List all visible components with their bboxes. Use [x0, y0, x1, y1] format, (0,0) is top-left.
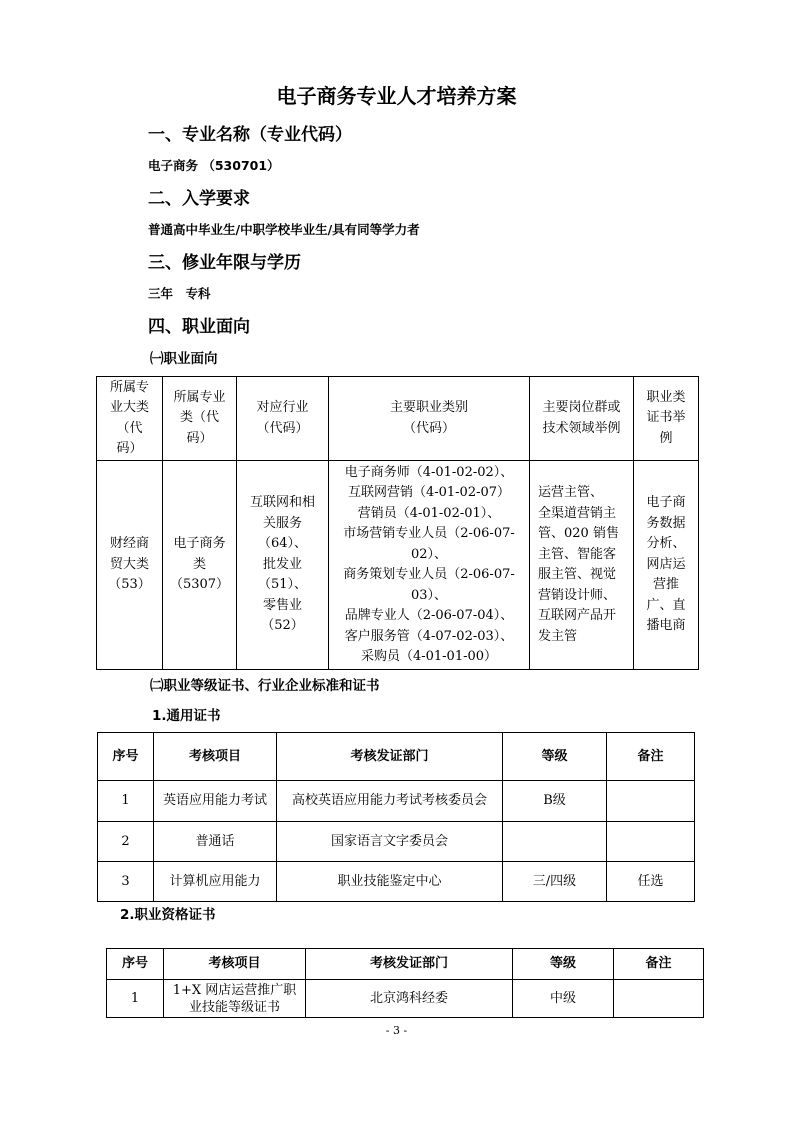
col-header-seq: 序号 [98, 733, 154, 781]
col-header-level: 等级 [513, 949, 614, 980]
cell-item: 普通话 [154, 822, 277, 862]
page-number: - 3 - [385, 1024, 408, 1037]
cell-issuer: 北京鸿科经委 [306, 980, 513, 1018]
col-header-issuer: 考核发证部门 [306, 949, 513, 980]
subsection-certificates: ㈡职业等级证书、行业企业标准和证书 [150, 678, 380, 694]
study-duration: 三年 专科 [148, 286, 211, 301]
header-major-class: 所属专业 类（代 码） [163, 377, 237, 461]
cell-level: B级 [503, 781, 607, 822]
cell-level [503, 822, 607, 862]
header-positions: 主要岗位群或 技术领域举例 [530, 377, 634, 461]
cell-occupation: 电子商务师（4-01-02-02）、 互联网营销（4-01-02-07） 营销员（4-01-02-01）、 市场营销专业人员（2-06-07- 02）、 商务策划专业人员（2-06-07- 03）、 品牌专业人（2-06-07-04）、 客户服务管（4-07-02-03）、 采购员（4-01-01-00） [329, 461, 530, 670]
cell-item: 计算机应用能力 [154, 862, 277, 902]
section-heading-3: 三、修业年限与学历 [148, 253, 301, 273]
general-cert-heading: 1.通用证书 [152, 708, 221, 724]
header-major-category: 所属专 业大类 （代 码） [97, 377, 163, 461]
table-row [107, 980, 704, 1018]
col-header-issuer: 考核发证部门 [277, 733, 503, 781]
col-header-note: 备注 [614, 949, 704, 980]
subsection-career: ㈠职业面向 [150, 351, 218, 367]
general-cert-table [97, 732, 695, 902]
section-heading-4: 四、职业面向 [148, 317, 250, 337]
cell-note [607, 822, 695, 862]
cell-seq: 3 [98, 862, 154, 902]
page-title: 电子商务专业人才培养方案 [276, 84, 517, 108]
cell-seq: 1 [98, 781, 154, 822]
cell-issuer: 职业技能鉴定中心 [277, 862, 503, 902]
cell-note [607, 781, 695, 822]
career-table [96, 376, 699, 670]
cell-issuer: 高校英语应用能力考试考核委员会 [277, 781, 503, 822]
section-heading-2: 二、入学要求 [148, 189, 250, 209]
cell-item: 1+X 网店运营推广职 业技能等级证书 [164, 980, 306, 1018]
cell-certificates: 电子商 务数据 分析、 网店运 营推 广、直 播电商 [634, 461, 699, 670]
header-certificates: 职业类 证书举 例 [634, 377, 699, 461]
major-name: 电子商务 （530701） [148, 158, 280, 173]
cell-seq: 2 [98, 822, 154, 862]
col-header-seq: 序号 [107, 949, 164, 980]
cell-industry: 互联网和相 关服务 （64）、 批发业 （51）、 零售业 （52） [237, 461, 329, 670]
cell-note [614, 980, 704, 1018]
col-header-item: 考核项目 [154, 733, 277, 781]
admission-requirement: 普通高中毕业生/中职学校毕业生/具有同等学力者 [148, 222, 420, 237]
vocational-cert-table [106, 948, 704, 1018]
cell-positions: 运营主管、 全渠道营销主 管、020 销售 主管、智能客 服主管、视觉 营销设计师、 互联网产品开 发主管 [530, 461, 634, 670]
cell-level: 三/四级 [503, 862, 607, 902]
cell-note: 任选 [607, 862, 695, 902]
col-header-item: 考核项目 [164, 949, 306, 980]
cell-seq: 1 [107, 980, 164, 1018]
table-row [98, 822, 695, 862]
col-header-level: 等级 [503, 733, 607, 781]
header-occupation: 主要职业类别 （代码） [329, 377, 530, 461]
cell-major-class: 电子商务 类 （5307） [163, 461, 237, 670]
cell-item: 英语应用能力考试 [154, 781, 277, 822]
cell-issuer: 国家语言文字委员会 [277, 822, 503, 862]
vocational-cert-heading: 2.职业资格证书 [120, 907, 216, 923]
section-heading-1: 一、专业名称（专业代码） [148, 125, 352, 145]
cell-level: 中级 [513, 980, 614, 1018]
table-row [98, 781, 695, 822]
col-header-note: 备注 [607, 733, 695, 781]
table-row [98, 862, 695, 902]
header-industry: 对应行业 （代码） [237, 377, 329, 461]
cell-major-category: 财经商 贸大类 （53） [97, 461, 163, 670]
